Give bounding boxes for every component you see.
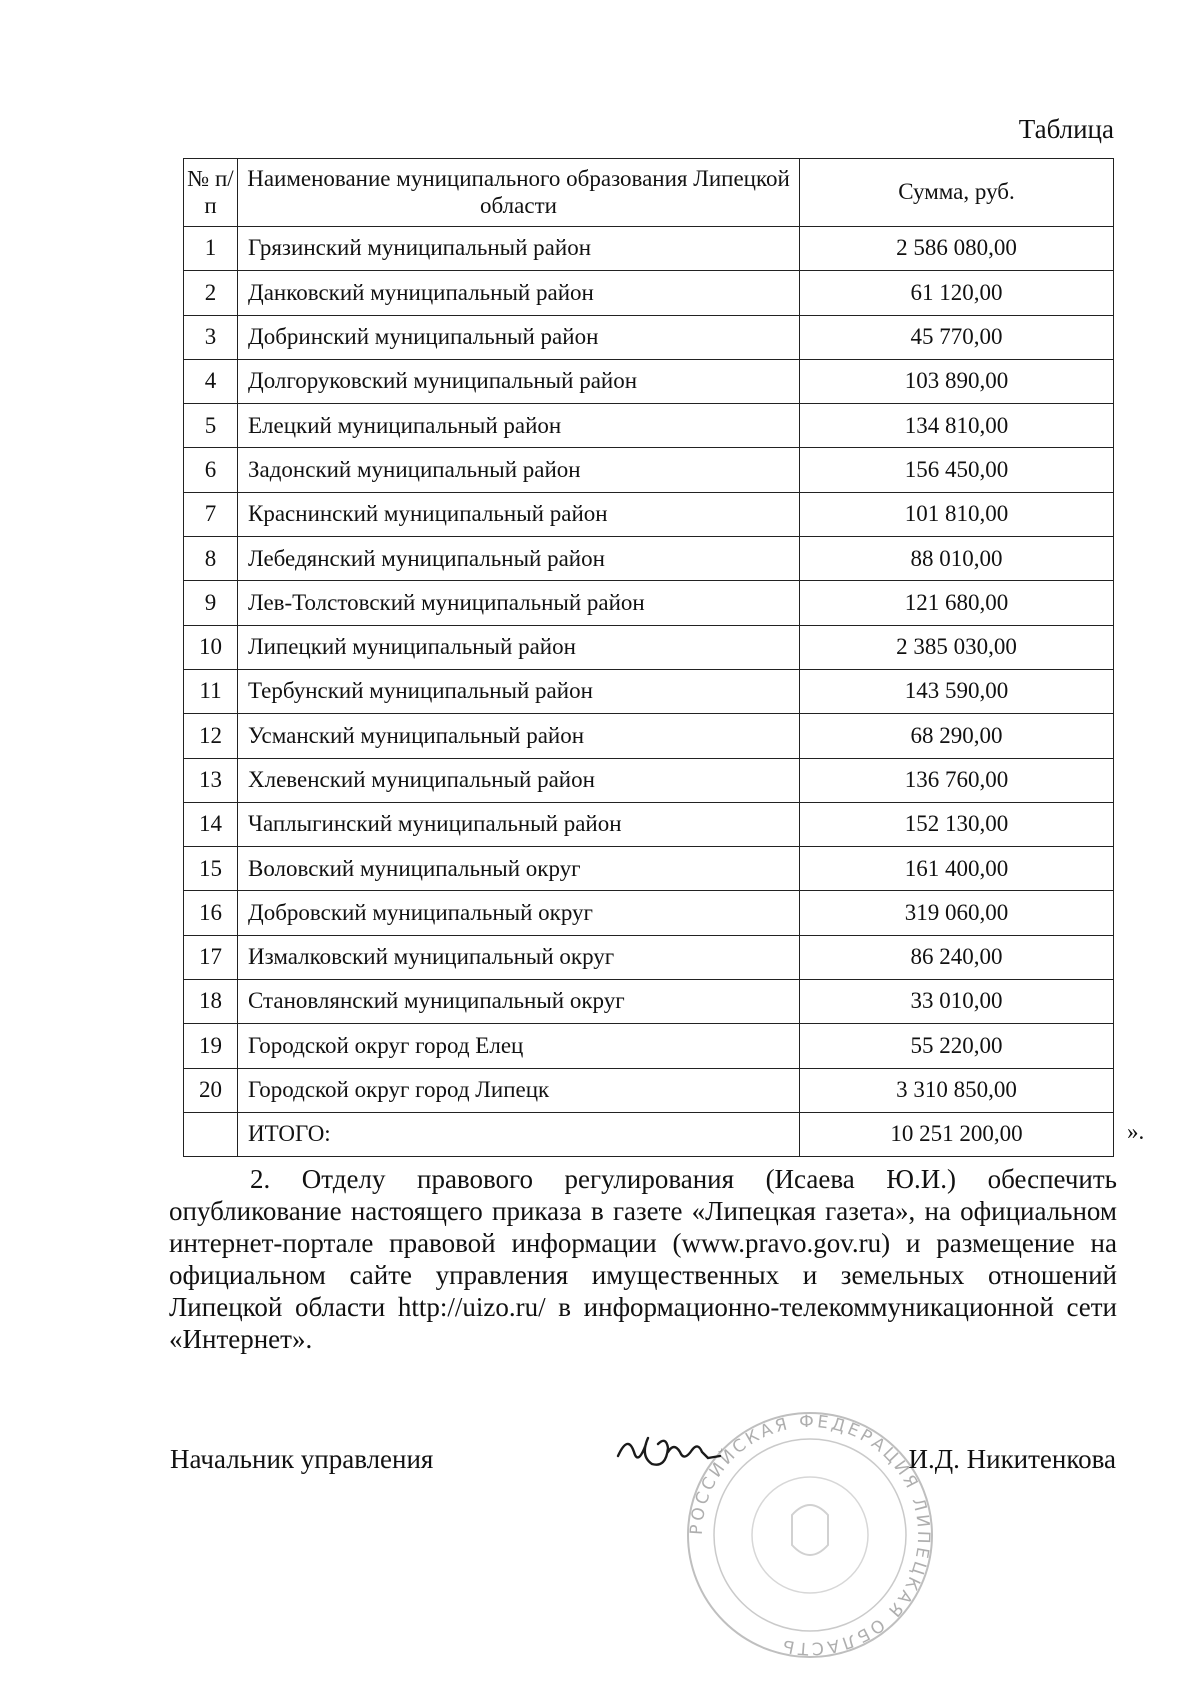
row-name: Хлевенский муниципальный район — [238, 758, 800, 802]
row-sum: 143 590,00 — [800, 669, 1114, 713]
row-sum: 156 450,00 — [800, 448, 1114, 492]
row-number: 13 — [184, 758, 238, 802]
row-sum: 3 310 850,00 — [800, 1068, 1114, 1112]
row-sum: 61 120,00 — [800, 271, 1114, 315]
row-name: Воловский муниципальный округ — [238, 847, 800, 891]
table-row — [184, 448, 1114, 492]
row-number: 18 — [184, 980, 238, 1024]
row-number: 4 — [184, 359, 238, 403]
table-row — [184, 625, 1114, 669]
row-number: 10 — [184, 625, 238, 669]
table-row — [184, 271, 1114, 315]
row-name: Грязинский муниципальный район — [238, 227, 800, 271]
row-name: Городской округ город Елец — [238, 1024, 800, 1068]
row-sum: 33 010,00 — [800, 980, 1114, 1024]
table-row — [184, 492, 1114, 536]
header-name: Наименование муниципального образования Липецкой области — [238, 159, 800, 227]
table-row — [184, 359, 1114, 403]
row-number: 12 — [184, 714, 238, 758]
row-name: Краснинский муниципальный район — [238, 492, 800, 536]
row-name: Лебедянский муниципальный район — [238, 537, 800, 581]
row-number: 9 — [184, 581, 238, 625]
table-total-row — [184, 1112, 1114, 1156]
table-row — [184, 935, 1114, 979]
row-sum: 10 251 200,00 — [800, 1112, 1114, 1156]
row-number: 15 — [184, 847, 238, 891]
table-body — [184, 227, 1114, 1157]
row-number: 11 — [184, 669, 238, 713]
row-name: Лев-Толстовский муниципальный район — [238, 581, 800, 625]
row-sum: 121 680,00 — [800, 581, 1114, 625]
row-number: 5 — [184, 404, 238, 448]
row-name: ИТОГО: — [238, 1112, 800, 1156]
table-row — [184, 980, 1114, 1024]
table-row — [184, 315, 1114, 359]
table-row — [184, 227, 1114, 271]
row-number: 17 — [184, 935, 238, 979]
table-row — [184, 802, 1114, 846]
row-name: Усманский муниципальный район — [238, 714, 800, 758]
row-number: 8 — [184, 537, 238, 581]
row-sum: 2 385 030,00 — [800, 625, 1114, 669]
row-sum: 2 586 080,00 — [800, 227, 1114, 271]
row-name: Долгоруковский муниципальный район — [238, 359, 800, 403]
table-row — [184, 1068, 1114, 1112]
row-sum: 134 810,00 — [800, 404, 1114, 448]
row-number: 6 — [184, 448, 238, 492]
table-row — [184, 669, 1114, 713]
row-name: Тербунский муниципальный район — [238, 669, 800, 713]
row-name: Добринский муниципальный район — [238, 315, 800, 359]
row-number: 14 — [184, 802, 238, 846]
table-row — [184, 581, 1114, 625]
row-sum: 161 400,00 — [800, 847, 1114, 891]
row-number: 16 — [184, 891, 238, 935]
row-number: 2 — [184, 271, 238, 315]
table-header-row — [184, 159, 1114, 227]
table-row — [184, 404, 1114, 448]
table-row — [184, 891, 1114, 935]
table-row — [184, 1024, 1114, 1068]
row-sum: 88 010,00 — [800, 537, 1114, 581]
table-row — [184, 537, 1114, 581]
signatory-position: Начальник управления — [170, 1444, 434, 1474]
row-name: Задонский муниципальный район — [238, 448, 800, 492]
header-number: № п/п — [184, 159, 238, 227]
row-sum: 68 290,00 — [800, 714, 1114, 758]
header-sum: Сумма, руб. — [800, 159, 1114, 227]
table-row — [184, 714, 1114, 758]
closing-quote: ». — [1127, 1119, 1145, 1144]
row-sum: 45 770,00 — [800, 315, 1114, 359]
row-number: 1 — [184, 227, 238, 271]
row-number — [184, 1112, 238, 1156]
row-number: 20 — [184, 1068, 238, 1112]
row-name: Городской округ город Липецк — [238, 1068, 800, 1112]
row-name: Данковский муниципальный район — [238, 271, 800, 315]
row-name: Измалковский муниципальный округ — [238, 935, 800, 979]
row-sum: 86 240,00 — [800, 935, 1114, 979]
row-sum: 55 220,00 — [800, 1024, 1114, 1068]
handwritten-signature — [612, 1422, 782, 1480]
paragraph-2 — [169, 1163, 1117, 1355]
row-number: 3 — [184, 315, 238, 359]
table-caption: Таблица — [1018, 114, 1114, 144]
paragraph-text: 2. Отделу правового регулирования (Исаева Ю.И.) обеспечить опубликование настоящего приказа в газете «Липецкая газета», на официальном интернет-портале правовой информации (www.pravo.gov.ru) и размещение на официальном сайте управления имущественных и земельных отношений Липецкой области http://uizo.ru/ в информационно-телекоммуникационной сети «Интернет». — [169, 1164, 1117, 1354]
table-row — [184, 758, 1114, 802]
row-number: 7 — [184, 492, 238, 536]
svg-text:РОССИЙСКАЯ ФЕДЕРАЦИЯ ЛИПЕЦКАЯ: РОССИЙСКАЯ ФЕДЕРАЦИЯ ЛИПЕЦКАЯ ОБЛАСТЬ — [686, 1411, 934, 1659]
row-name: Добровский муниципальный округ — [238, 891, 800, 935]
row-sum: 101 810,00 — [800, 492, 1114, 536]
amounts-table — [183, 158, 1114, 1157]
row-sum: 319 060,00 — [800, 891, 1114, 935]
row-number: 19 — [184, 1024, 238, 1068]
row-name: Липецкий муниципальный район — [238, 625, 800, 669]
signatory-name: И.Д. Никитенкова — [908, 1444, 1116, 1474]
row-sum: 152 130,00 — [800, 802, 1114, 846]
row-name: Чаплыгинский муниципальный район — [238, 802, 800, 846]
row-name: Становлянский муниципальный округ — [238, 980, 800, 1024]
row-sum: 103 890,00 — [800, 359, 1114, 403]
row-name: Елецкий муниципальный район — [238, 404, 800, 448]
table-row — [184, 847, 1114, 891]
row-sum: 136 760,00 — [800, 758, 1114, 802]
